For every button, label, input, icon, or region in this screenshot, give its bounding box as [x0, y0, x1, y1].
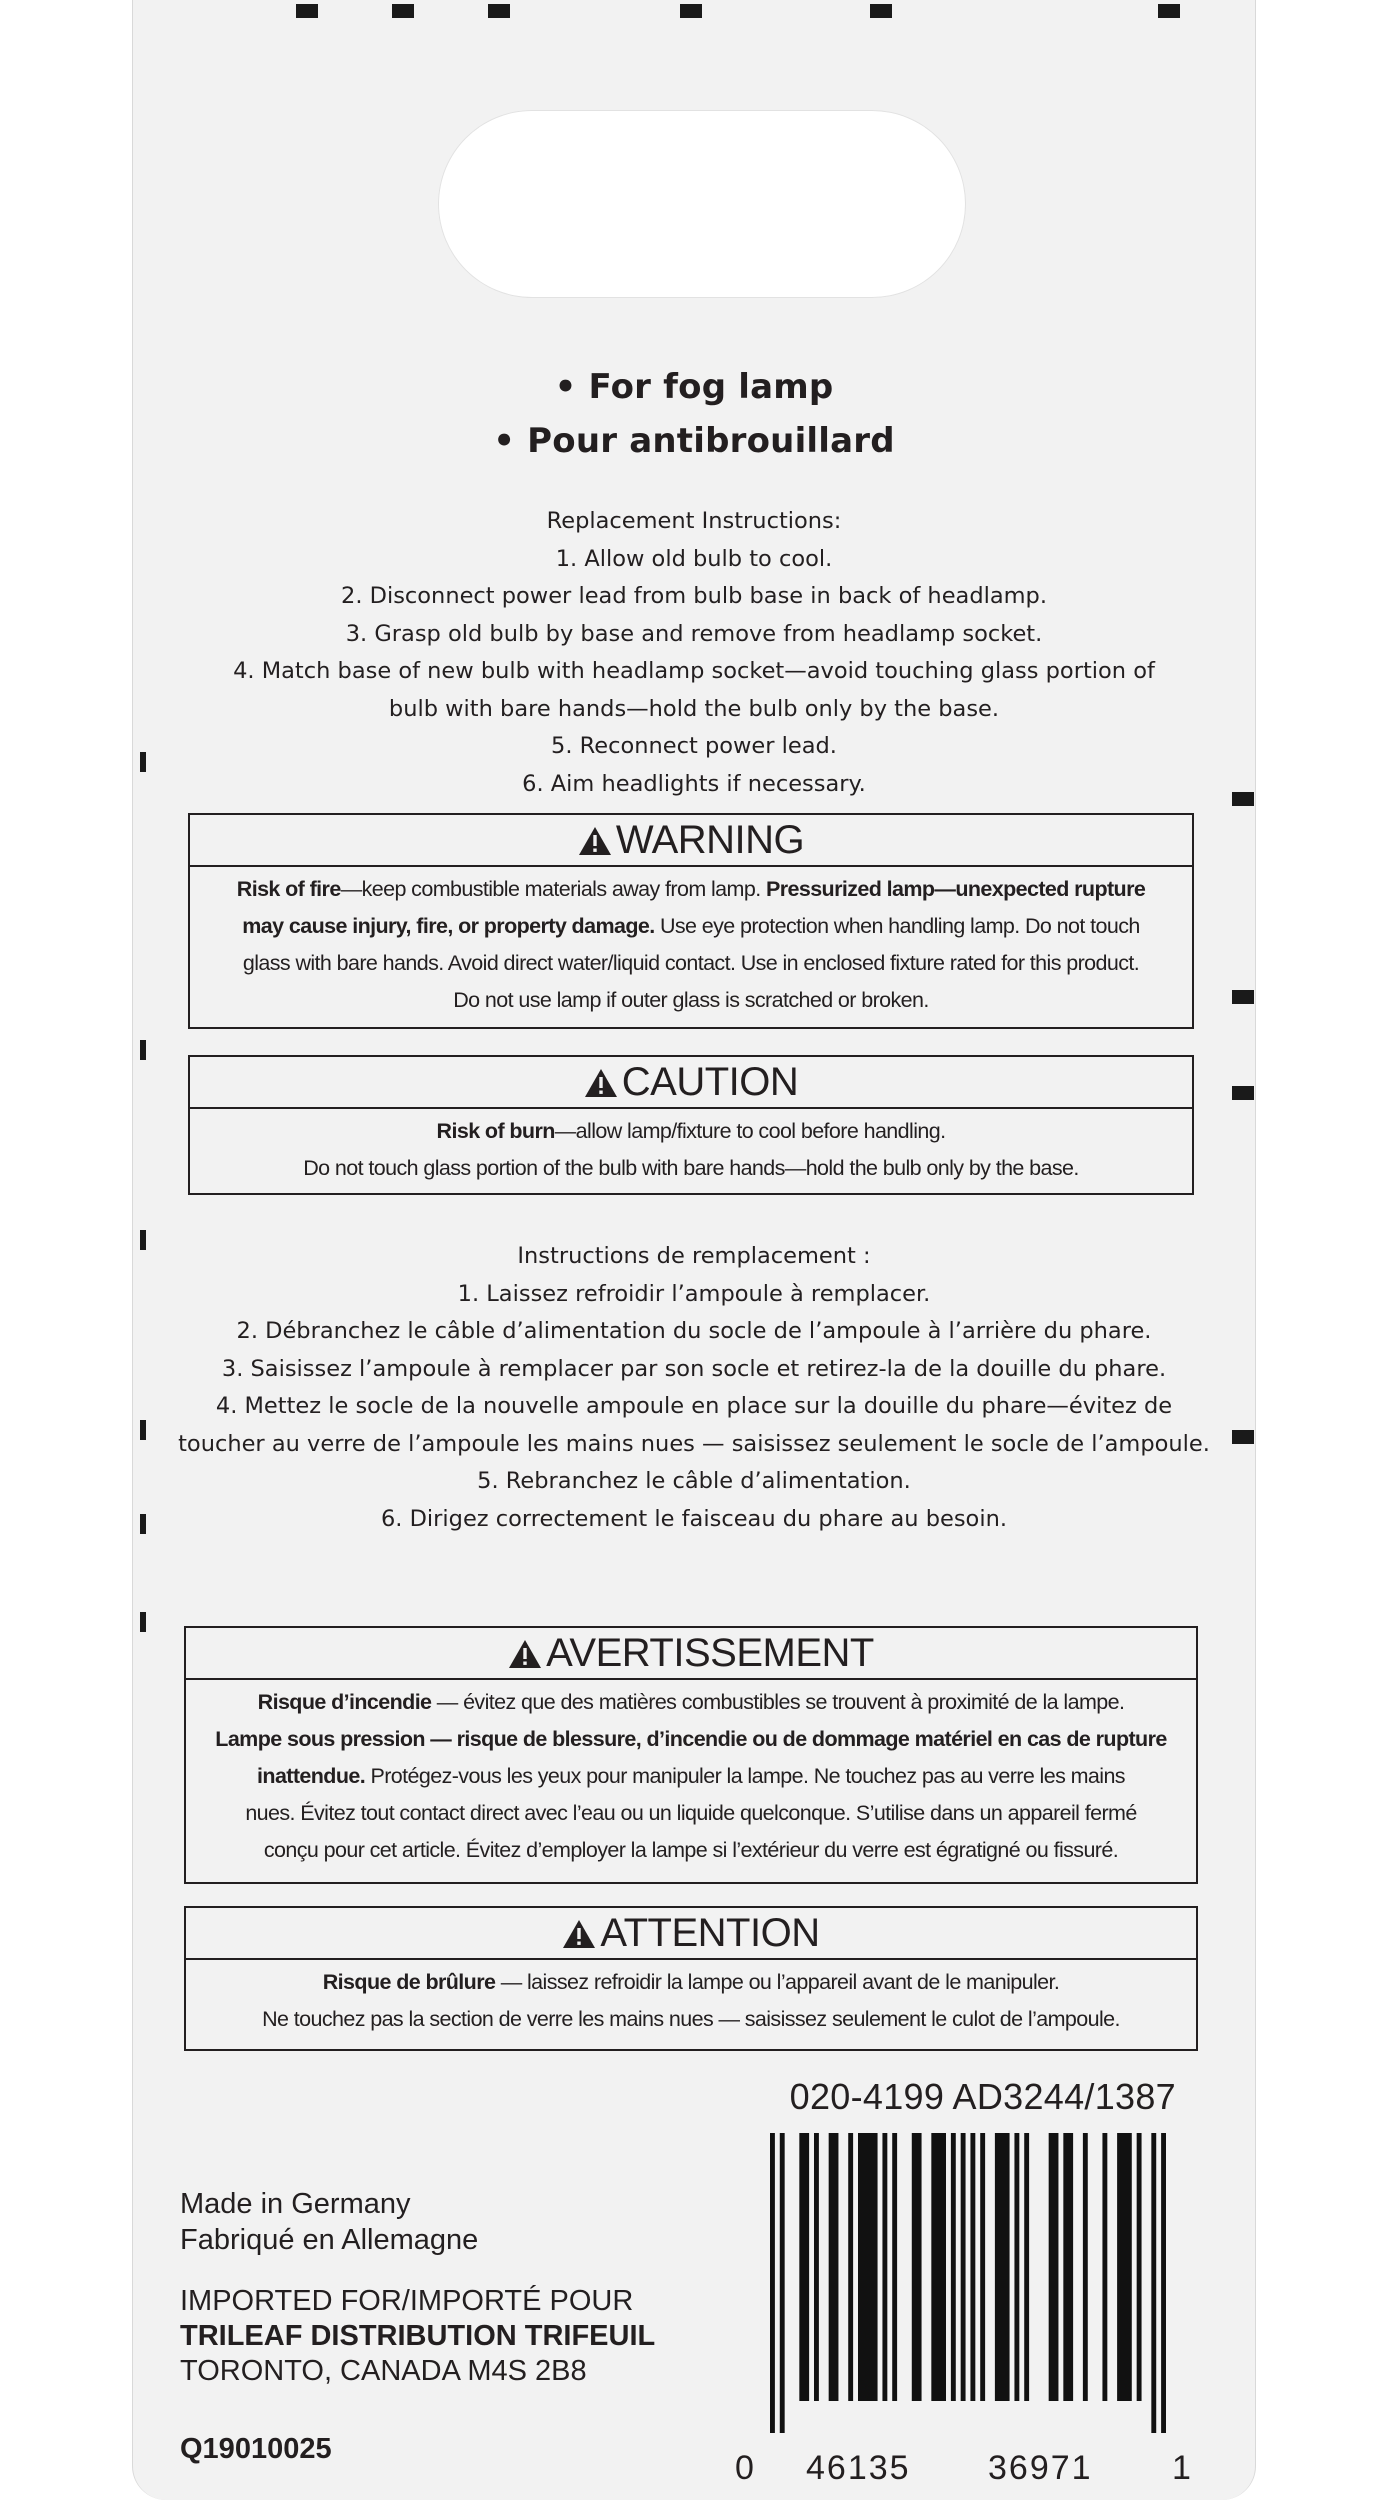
warning-triangle-icon: [584, 1068, 618, 1098]
barcode-bar: [799, 2133, 809, 2401]
headline-fr: • Pour antibrouillard: [493, 421, 895, 461]
registration-mark: [296, 4, 318, 18]
product-code: 020-4199 AD3244/1387: [789, 2076, 1176, 2117]
lot-code: Q19010025: [180, 2433, 332, 2465]
replacement-instructions-en: [132, 503, 1256, 803]
instruction-line: 3. Saisissez l’ampoule à remplacer par son socle et retirez-la de la douille du phare.: [221, 1355, 1167, 1382]
registration-mark: [1232, 1086, 1254, 1100]
instruction-line: 5. Rebranchez le câble d’alimentation.: [477, 1468, 911, 1494]
instruction-line: 6. Aim headlights if necessary.: [522, 770, 866, 797]
instruction-line: 3. Grasp old bulb by base and remove from headlamp socket.: [345, 620, 1043, 647]
warning-heading: WARNING: [190, 815, 1192, 867]
barcode-bar: [912, 2133, 922, 2401]
caution-text: Risk of burn—allow lamp/fixture to cool before handling. Do not touch glass portion of the bulb with bare hands—hold the bulb only by the base.: [303, 1119, 1079, 1180]
instruction-line: 1. Laissez refroidir l’ampoule à remplacer.: [457, 1280, 931, 1307]
barcode-bar: [980, 2133, 985, 2401]
importer-name: TRILEAF DISTRIBUTION TRIFEUIL: [180, 2320, 656, 2352]
barcode-bar: [829, 2133, 839, 2401]
instruction-line: 4. Match base of new bulb with headlamp socket—avoid touching glass portion of: [233, 658, 1155, 684]
registration-mark: [870, 4, 892, 18]
origin-en: Made in Germany: [180, 2188, 411, 2220]
instruction-line: 4. Mettez le socle de la nouvelle ampoule en place sur la douille du phare—évitez de: [215, 1393, 1173, 1419]
instruction-line: 1. Allow old bulb to cool.: [555, 545, 833, 572]
registration-mark: [392, 4, 414, 18]
barcode-bar: [1063, 2133, 1073, 2401]
instruction-line: 2. Débranchez le câble d’alimentation du socle de l’ampoule à l’arrière du phare.: [236, 1318, 1152, 1344]
hang-hole: [438, 110, 966, 298]
barcode-left-group: 46135: [806, 2449, 911, 2487]
instruction-line: 2. Disconnect power lead from bulb base in back of headlamp.: [341, 583, 1047, 609]
barcode-bar: [931, 2133, 946, 2401]
barcode-bar: [882, 2133, 887, 2401]
caution-heading: CAUTION: [190, 1057, 1192, 1109]
barcode-bar: [770, 2133, 775, 2433]
barcode-bar: [1014, 2133, 1019, 2401]
headline-en: • For fog lamp: [554, 367, 834, 407]
avertissement-box: [184, 1626, 1198, 1884]
instruction-line: 5. Reconnect power lead.: [551, 733, 837, 759]
barcode-right-group: 36971: [988, 2449, 1093, 2487]
barcode-bar: [848, 2133, 853, 2401]
barcode-bar: [1049, 2133, 1059, 2401]
warning-triangle-icon: [508, 1639, 542, 1669]
importer-address: TORONTO, CANADA M4S 2B8: [180, 2355, 587, 2387]
registration-mark: [680, 4, 702, 18]
barcode-bar: [961, 2133, 966, 2401]
warning-box: [188, 813, 1194, 1029]
caution-box: [188, 1055, 1194, 1195]
barcode: [768, 2133, 1168, 2433]
importer-label: IMPORTED FOR/IMPORTÉ POUR: [180, 2285, 634, 2317]
attention-box: [184, 1906, 1198, 2051]
barcode-bar: [858, 2133, 878, 2401]
avertissement-heading: AVERTISSEMENT: [186, 1628, 1196, 1680]
instruction-line: 6. Dirigez correctement le faisceau du phare au besoin.: [380, 1505, 1007, 1532]
instructions-title: Replacement Instructions:: [546, 508, 842, 534]
attention-heading: ATTENTION: [186, 1908, 1196, 1960]
barcode-bar: [1102, 2133, 1107, 2401]
barcode-bar: [1137, 2133, 1142, 2401]
barcode-bar: [892, 2133, 897, 2401]
barcode-bar: [995, 2133, 1010, 2401]
barcode-bar: [1117, 2133, 1132, 2401]
barcode-bar: [1151, 2133, 1156, 2433]
attention-text: Risque de brûlure — laissez refroidir la lampe ou l’appareil avant de le manipuler. Ne touchez pas la section de verre les mains nues — saisissez seulement le culot de l’ampoule.: [262, 1970, 1120, 2031]
registration-mark: [140, 1612, 146, 1632]
barcode-bar: [780, 2133, 785, 2433]
barcode-bar: [1024, 2133, 1029, 2401]
replacement-instructions-fr: [132, 1238, 1256, 1538]
barcode-bar: [1161, 2133, 1166, 2433]
barcode-right-digit: 1: [1172, 2449, 1191, 2487]
registration-mark: [140, 1040, 146, 1060]
registration-mark: [488, 4, 510, 18]
instruction-line: bulb with bare hands—hold the bulb only by the base.: [388, 695, 1000, 722]
warning-triangle-icon: [578, 826, 612, 856]
warning-text: Risk of fire—keep combustible materials away from lamp. Pressurized lamp—unexpected rupture may cause injury, fire, or property damage. Use eye protection when handling lamp. Do not touch glass with bare hands. Avoid direct water/liquid contact. Use in enclosed fixture rated for this product. Do not use lamp if outer glass is scratched or broken.: [236, 877, 1146, 1012]
headline-block: [132, 360, 1256, 468]
barcode-bar: [970, 2133, 975, 2401]
barcode-bar: [1083, 2133, 1088, 2401]
avertissement-text: Risque d’incendie — évitez que des matières combustibles se trouvent à proximité de la lampe. Lampe sous pression — risque de blessure, d’incendie ou de dommage matériel en cas de rupture inattendue. Protégez-vous les yeux pour manipuler la lampe. Ne touchez pas au verre les mains nues. Évitez tout contact direct avec l’eau ou un liquide quelconque. S’utilise dans un appareil fermé conçu pour cet article. Évitez d’employer la lampe si l’extérieur du verre est égratigné ou fissuré.: [215, 1690, 1167, 1862]
barcode-bar: [814, 2133, 819, 2401]
instructions-title: Instructions de remplacement :: [517, 1243, 871, 1269]
barcode-left-digit: 0: [735, 2449, 754, 2487]
origin-fr: Fabriqué en Allemagne: [180, 2224, 479, 2256]
barcode-bar: [951, 2133, 956, 2401]
warning-triangle-icon: [562, 1919, 596, 1949]
instruction-line: toucher au verre de l’ampoule les mains nues — saisissez seulement le socle de l’ampoule.: [178, 1430, 1210, 1457]
registration-mark: [1232, 990, 1254, 1004]
registration-mark: [1158, 4, 1180, 18]
